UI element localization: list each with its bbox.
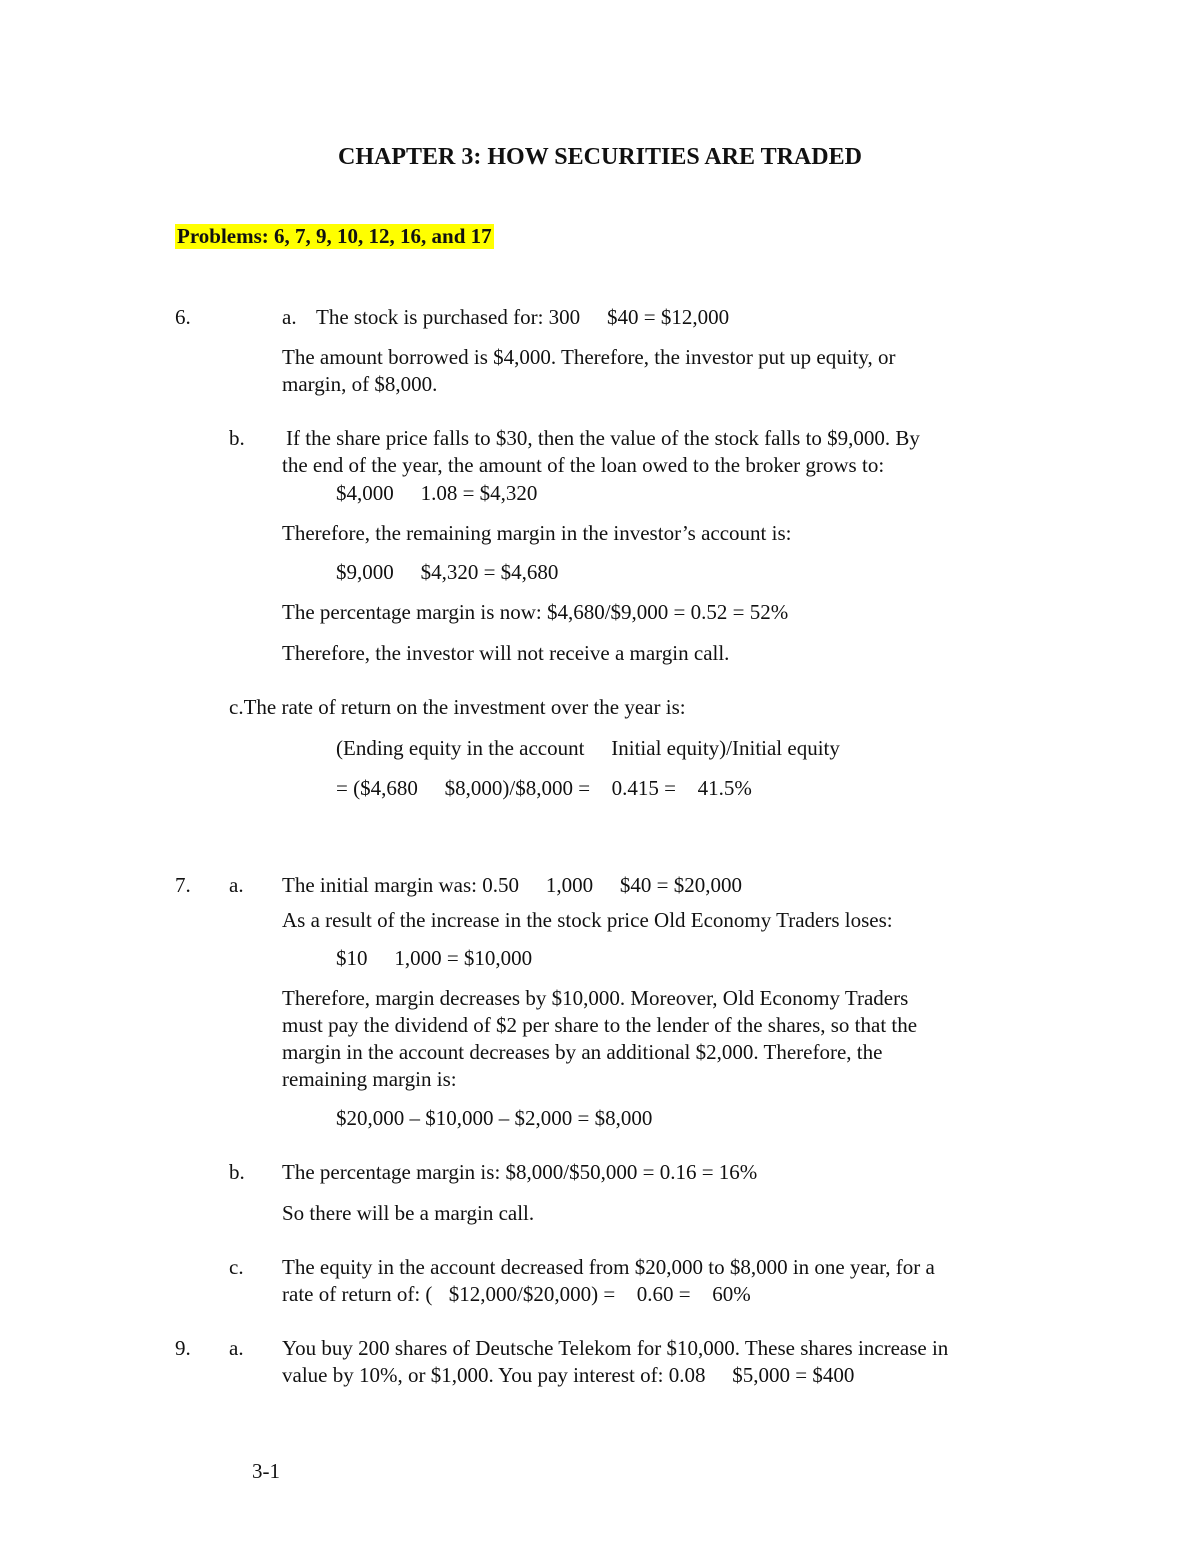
problem-6c-equation: = ($4,680   $8,000)/$8,000 =  0.415 =  41.5% (336, 776, 752, 800)
problem-7b-label: b. (229, 1160, 245, 1184)
problem-9-number: 9. (175, 1336, 191, 1360)
problem-7a-line: margin in the account decreases by an additional $2,000. Therefore, the (282, 1040, 883, 1064)
problem-6b-equation: $4,000   1.08 = $4,320 (336, 481, 538, 505)
chapter-title: CHAPTER 3: HOW SECURITIES ARE TRADED (338, 144, 862, 170)
problem-6b-line: Therefore, the remaining margin in the investor’s account is: (282, 521, 792, 545)
problem-7a-equation: $20,000 – $10,000 – $2,000 = $8,000 (336, 1106, 653, 1130)
problem-6-number: 6. (175, 305, 191, 329)
problem-7b-line: So there will be a margin call. (282, 1201, 535, 1225)
problem-7a-line: The initial margin was: 0.50   1,000   $40 = $20,000 (282, 873, 743, 897)
problem-7c-line: rate of return of: ( $12,000/$20,000) =  0.60 =  60% (282, 1282, 751, 1306)
problem-6b-label: b. (229, 426, 245, 450)
problem-9a-line: value by 10%, or $1,000. You pay interest of: 0.08   $5,000 = $400 (282, 1363, 855, 1387)
problem-9a-label: a. (229, 1336, 244, 1360)
problem-7a-line: remaining margin is: (282, 1067, 457, 1091)
problem-7a-line: Therefore, margin decreases by $10,000. Moreover, Old Economy Traders (282, 986, 909, 1010)
page-number: 3-1 (252, 1459, 280, 1483)
problem-6b-line: If the share price falls to $30, then the value of the stock falls to $9,000. By (286, 426, 920, 450)
problem-6b-equation: $9,000   $4,320 = $4,680 (336, 560, 559, 584)
problem-7b-line: The percentage margin is: $8,000/$50,000 = 0.16 = 16% (282, 1160, 758, 1184)
problem-6a-line: margin, of $8,000. (282, 372, 438, 396)
problems-highlight: Problems: 6, 7, 9, 10, 12, 16, and 17 (177, 224, 492, 248)
problem-7c-label: c. (229, 1255, 244, 1279)
problem-7a-line: As a result of the increase in the stock price Old Economy Traders loses: (282, 908, 893, 932)
problem-7a-label: a. (229, 873, 244, 897)
problem-6b-line: the end of the year, the amount of the loan owed to the broker grows to: (282, 453, 885, 477)
problem-6a-line: The stock is purchased for: 300   $40 = $12,000 (316, 305, 730, 329)
problem-6c-equation: (Ending equity in the account   Initial equity)/Initial equity (336, 736, 840, 760)
problem-7c-line: The equity in the account decreased from $20,000 to $8,000 in one year, for a (282, 1255, 935, 1279)
problem-6a-line: The amount borrowed is $4,000. Therefore, the investor put up equity, or (282, 345, 896, 369)
problem-9a-line: You buy 200 shares of Deutsche Telekom for $10,000. These shares increase in (282, 1336, 949, 1360)
problem-6b-line: The percentage margin is now: $4,680/$9,000 = 0.52 = 52% (282, 600, 789, 624)
problem-6b-line: Therefore, the investor will not receive a margin call. (282, 641, 730, 665)
problem-7-number: 7. (175, 873, 191, 897)
problem-7a-equation: $10   1,000 = $10,000 (336, 946, 533, 970)
problem-6c-line: c.The rate of return on the investment over the year is: (229, 695, 686, 719)
problem-6a-label: a. (282, 305, 297, 329)
problem-7a-line: must pay the dividend of $2 per share to the lender of the shares, so that the (282, 1013, 918, 1037)
